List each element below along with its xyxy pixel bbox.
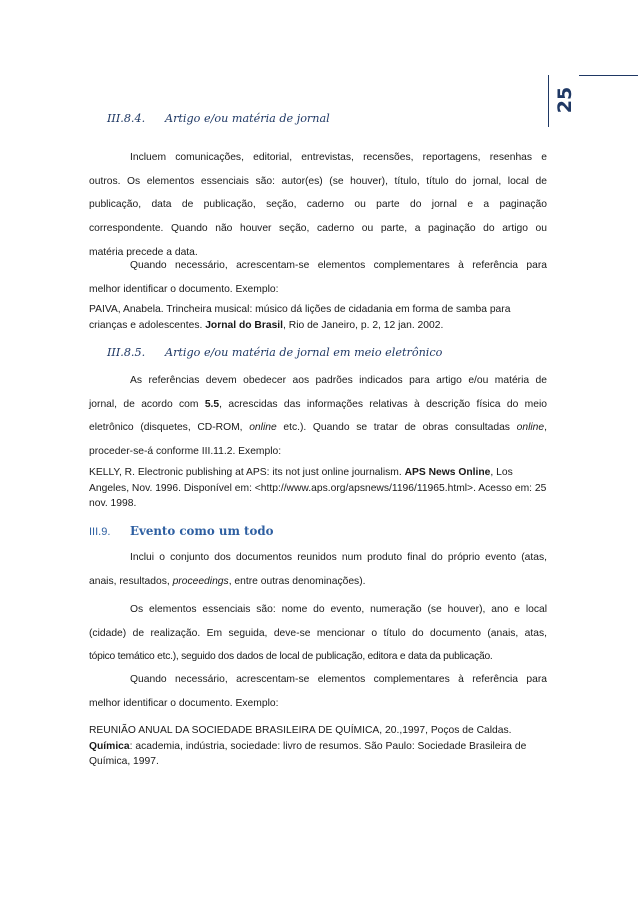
text-run-italic: online: [249, 422, 277, 434]
text-line: Incluem comunicações, editorial, entrevistas, recensões, reportagens, resenhas e: [130, 152, 547, 163]
section-number: III.9.: [89, 526, 111, 538]
reference-reuniao: [89, 723, 547, 770]
reference-source: APS News Online: [404, 467, 491, 478]
text-run: ,: [544, 422, 547, 434]
text-line: [89, 570, 547, 594]
text-run: jornal, de acordo com: [89, 398, 205, 410]
text-line: As referências devem obedecer aos padrões indicados para artigo e/ou matéria de: [130, 375, 547, 386]
reference-text: , Rio de Janeiro, p. 2, 12 jan. 2002.: [283, 319, 444, 331]
text-line: outros. Os elementos essenciais são: autor(es) (se houver), título, título do jornal, local de: [89, 175, 547, 187]
text-line: [89, 416, 547, 440]
paragraph-jornal-elementos: [89, 146, 547, 265]
text-line: (cidade) de realização. Em seguida, deve-se mencionar o título do documento (anais, atas,: [89, 627, 547, 639]
text-run: , entre outras denominações).: [228, 575, 366, 587]
reference-text: , Los Angeles, Nov. 1996. Disponível em: <http://www.aps.org/apsnews/1196/11965.html>. Acesso em: 25 nov. 1998.: [89, 467, 547, 509]
section-title: Evento como um todo: [130, 524, 274, 538]
reference-source: Química: [89, 740, 130, 752]
text-run: anais, resultados,: [89, 575, 173, 587]
paragraph-evento-elementos: [89, 598, 547, 669]
paragraph-evento-inclui: [89, 546, 547, 593]
text-run-italic: online: [516, 422, 545, 434]
text-run: etc.). Quando se tratar de obras consultadas: [276, 422, 517, 434]
reference-text: KELLY, R. Electronic publishing at APS: its not just online journalism.: [89, 467, 405, 478]
section-title: Artigo e/ou matéria de jornal: [165, 112, 330, 125]
reference-text: REUNIÃO ANUAL DA SOCIEDADE BRASILEIRA DE QUÍMICA, 20.,1997, Poços de Caldas.: [89, 725, 512, 736]
text-line: [89, 393, 547, 417]
text-line: correspondente. Quando não houver seção, caderno ou parte, a paginação do artigo ou: [89, 223, 547, 235]
section-title: Artigo e/ou matéria de jornal em meio eletrônico: [165, 346, 443, 359]
reference-text: PAIVA, Anabela. Trincheira musical: músico dá lições de cidadania em forma de samba para crianças e adolescentes.: [89, 304, 511, 331]
text-run: eletrônico (disquetes, CD-ROM,: [89, 422, 250, 434]
text-line: Inclui o conjunto dos documentos reunidos num produto final do próprio evento (atas,: [130, 552, 547, 563]
paragraph-complementares-2: [89, 668, 547, 715]
text-line: Quando necessário, acrescentam-se elementos complementares à referência para: [130, 674, 547, 685]
reference-kelly: [89, 465, 547, 512]
section-number: III.8.4.: [107, 112, 146, 125]
reference-text: : academia, indústria, sociedade: livro de resumos. São Paulo: Sociedade Brasileira de Química, 1997.: [89, 740, 527, 767]
text-line: matéria precede a data.: [89, 246, 198, 258]
text-line: melhor identificar o documento. Exemplo:: [89, 283, 279, 295]
text-line: tópico temático etc.), seguido dos dados de local de publicação, editora e data da publicação.: [89, 651, 493, 663]
text-run-italic: proceedings: [172, 575, 229, 587]
text-run-bold: 5.5: [204, 398, 220, 410]
paragraph-complementares-1: [89, 254, 547, 301]
text-line: melhor identificar o documento. Exemplo:: [89, 697, 279, 709]
page-number: 25: [554, 86, 576, 114]
text-line: proceder-se-á conforme III.11.2. Exemplo:: [89, 446, 282, 458]
reference-source: Jornal do Brasil: [205, 319, 284, 331]
text-line: publicação, data de publicação, seção, caderno ou parte do jornal e a paginação: [89, 199, 547, 211]
paragraph-meio-eletronico: [89, 369, 547, 464]
header-rule: [579, 75, 638, 76]
section-heading-iii-9: [89, 524, 547, 538]
text-line: Quando necessário, acrescentam-se elementos complementares à referência para: [130, 260, 547, 271]
section-number: III.8.5.: [107, 346, 146, 359]
reference-paiva: [89, 302, 547, 333]
section-heading-iii-8-5: [89, 346, 547, 359]
text-line: Os elementos essenciais são: nome do evento, numeração (se houver), ano e local: [130, 604, 547, 615]
text-run: , acrescidas das informações relativas à descrição física do meio: [219, 398, 547, 410]
section-heading-iii-8-4: [89, 112, 547, 125]
